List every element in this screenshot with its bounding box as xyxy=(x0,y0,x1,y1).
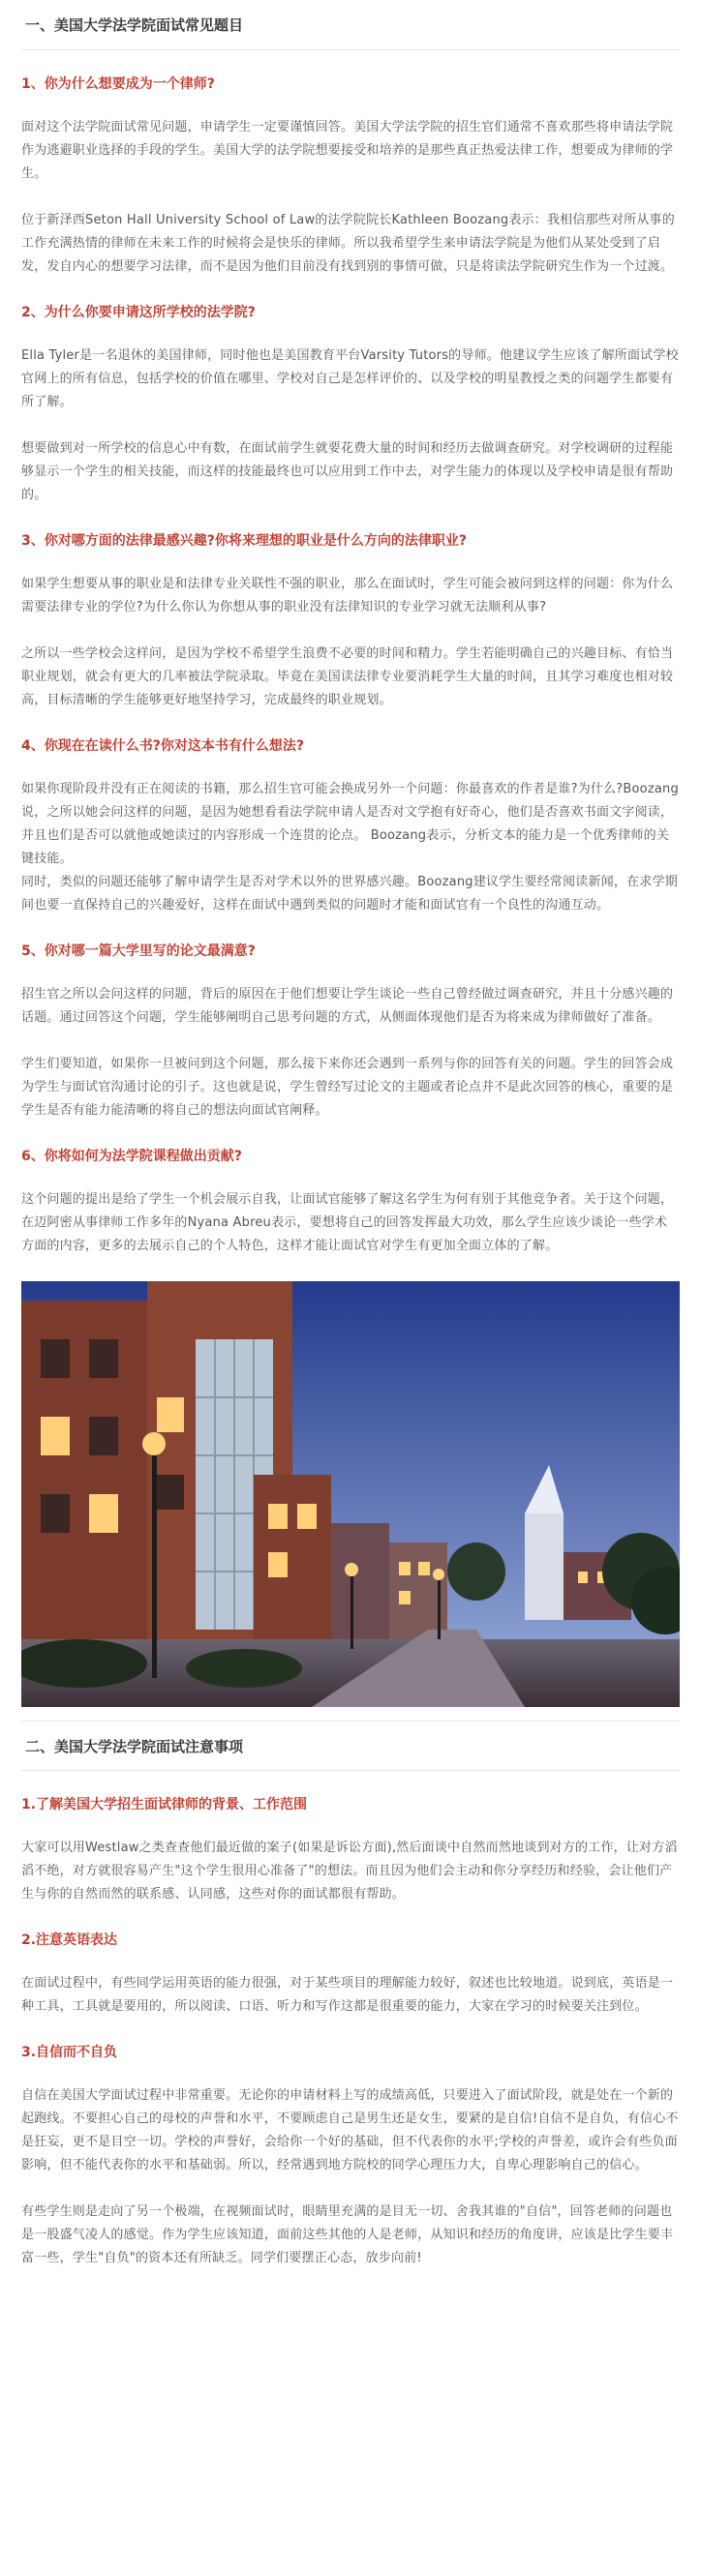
question-2-paragraph-2: 想要做到对一所学校的信息心中有数，在面试前学生就要花费大量的时间和经历去做调查研究。对学校调研的过程能够显示一个学生的相关技能，而这样的技能最终也可以应用到工作中去，对学生能力的体现以及学校申请是很有帮助的。 xyxy=(21,441,674,502)
note-3-title: 3.自信而不自负 xyxy=(21,2045,118,2060)
question-6-title: 6、你将如何为法学院课程做出贡献? xyxy=(21,1149,242,1164)
note-1-paragraph-1: 大家可以用Westlaw之类查查他们最近做的案子(如果是诉讼方面),然后面谈中自然而然地谈到对方的工作，让对方滔滔不绝，对方就很容易产生"这个学生很用心准备了"的想法。而且因为他们会主动和你分享经历和经验，会让他们产生与你的自然而然的联系感、认同感，这些对你的面试都很有帮助。 xyxy=(21,1841,678,1902)
question-6-paragraph-1: 这个问题的提出是给了学生一个机会展示自我，让面试官能够了解这名学生为何有别于其他竞争者。关于这个问题，在迈阿密从事律师工作多年的Nyana Abreu表示，要想将自己的回答发挥最大功效，那么学生应该少谈论一些学术方面的内容，更多的去展示自己的个人特色，这样才能让面试官对学生有更加全面立体的了解。 xyxy=(21,1192,674,1253)
question-1-paragraph-1: 面对这个法学院面试常见问题，申请学生一定要谨慎回答。美国大学法学院的招生官们通常不喜欢那些将申请法学院作为逃避职业选择的手段的学生。美国大学的法学院想要接受和培养的是那些真正热爱法律工作，想要成为律师的学生。 xyxy=(21,120,674,181)
note-2-paragraph-1: 在面试过程中，有些同学运用英语的能力很强，对于某些项目的理解能力较好，叙述也比较地道。说到底，英语是一种工具，工具就是要用的，所以阅读、口语、听力和写作这都是很重要的能力，大家在学习的时候要关注到位。 xyxy=(21,1976,674,2014)
campus-photo xyxy=(21,1281,680,1707)
question-1-title: 1、你为什么想要成为一个律师? xyxy=(21,76,215,92)
question-3-paragraph-1: 如果学生想要从事的职业是和法律专业关联性不强的职业，那么在面试时，学生可能会被问到这样的问题：你为什么需要法律专业的学位?为什么你认为你想从事的职业没有法律知识的专业学习就无法顺利从事? xyxy=(21,577,674,614)
note-2-title: 2.注意英语表达 xyxy=(21,1932,118,1948)
section-title-1: 一、美国大学法学院面试常见题目 xyxy=(21,0,680,50)
question-4-paragraph-2: 同时，类似的问题还能够了解申请学生是否对学术以外的世界感兴趣。Boozang建议学生要经常阅读新闻，在求学期间也要一直保持自己的兴趣爱好，这样在面试中遇到类似的问题时才能和面试官有一个良性的沟通互动。 xyxy=(21,875,678,913)
question-1-paragraph-2: 位于新泽西Seton Hall University School of Law的法学院院长Kathleen Boozang表示：我相信那些对所从事的工作充满热情的律师在未来工作的时候将会是快乐的律师。所以我希望学生来申请法学院是为他们从某处受到了启发，发自内心的想要学习法律，而不是因为他们目前没有找到别的事情可做，只是将读法学院研究生作为一个过渡。 xyxy=(21,213,675,274)
section-title-2: 二、美国大学法学院面试注意事项 xyxy=(21,1721,680,1771)
question-4-paragraph-1: 如果你现阶段并没有正在阅读的书籍，那么招生官可能会换成另外一个问题：你最喜欢的作者是谁?为什么?Boozang说，之所以她会问这样的问题，是因为她想看看法学院申请人是否对文学抱有好奇心，他们是否喜欢书面文字阅读，并且也们是否可以就他或她读过的内容形成一个连贯的论点。 Boozang表示，分析文本的能力是一个优秀律师的关键技能。 xyxy=(21,782,679,866)
question-2-title: 2、为什么你要申请这所学校的法学院? xyxy=(21,305,256,320)
question-5-paragraph-2: 学生们要知道，如果你一旦被问到这个问题，那么接下来你还会遇到一系列与你的回答有关的问题。学生的回答会成为学生与面试官沟通讨论的引子。这也就是说，学生曾经写过论文的主题或者论点并不是此次回答的核心，重要的是学生是否有能力能清晰的将自己的想法向面试官阐释。 xyxy=(21,1057,674,1118)
note-3-paragraph-2: 有些学生则是走向了另一个极端，在视频面试时，眼睛里充满的是目无一切、舍我其谁的"自信"，回答老师的问题也是一股盛气凌人的感觉。作为学生应该知道，面前这些其他的人是老师，从知识和经历的角度讲，应该是比学生要丰富一些，学生"自负"的资本还有所缺乏。同学们要摆正心态，放步向前! xyxy=(21,2204,674,2265)
question-3-title: 3、你对哪方面的法律最感兴趣?你将来理想的职业是什么方向的法律职业? xyxy=(21,533,467,549)
note-1-title: 1.了解美国大学招生面试律师的背景、工作范围 xyxy=(21,1797,308,1812)
question-2-paragraph-1: Ella Tyler是一名退休的美国律师，同时他也是美国教育平台Varsity Tutors的导师。他建议学生应该了解所面试学校官网上的所有信息，包括学校的价值在哪里、学校对自己是怎样评价的、以及学校的明星教授之类的问题学生都要有所了解。 xyxy=(21,348,679,409)
note-3-paragraph-1: 自信在美国大学面试过程中非常重要。无论你的申请材料上写的成绩高低，只要进入了面试阶段，就是处在一个新的起跑线。不要担心自己的母校的声誉和水平，不要顾虑自己是男生还是女生，要紧的是自信!自信不是自负，有信心不是狂妄，更不是目空一切。学校的声誉好，会给你一个好的基础，但不代表你的水平;学校的声誉差，或许会有些负面影响，但不能代表你的水平和基础弱。所以，经常遇到地方院校的同学心理压力大，自卑心理影响自己的信心。 xyxy=(21,2088,679,2172)
question-5-title: 5、你对哪一篇大学里写的论文最满意? xyxy=(21,944,256,959)
campus-photo-illustration xyxy=(21,1281,680,1707)
question-5-paragraph-1: 招生官之所以会问这样的问题，背后的原因在于他们想要让学生谈论一些自己曾经做过调查研究，并且十分感兴趣的话题。通过回答这个问题，学生能够阐明自己思考问题的方式，从侧面体现他们是否为将来成为律师做好了准备。 xyxy=(21,987,674,1025)
question-3-paragraph-2: 之所以一些学校会这样问，是因为学校不希望学生浪费不必要的时间和精力。学生若能明确自己的兴趣目标、有恰当职业规划，就会有更大的几率被法学院录取。毕竟在美国读法律专业要消耗学生大量的时间，且其学习难度也相对较高，目标清晰的学生能够更好地坚持学习，完成最终的职业规划。 xyxy=(21,646,674,707)
question-4-title: 4、你现在在读什么书?你对这本书有什么想法? xyxy=(21,738,304,754)
